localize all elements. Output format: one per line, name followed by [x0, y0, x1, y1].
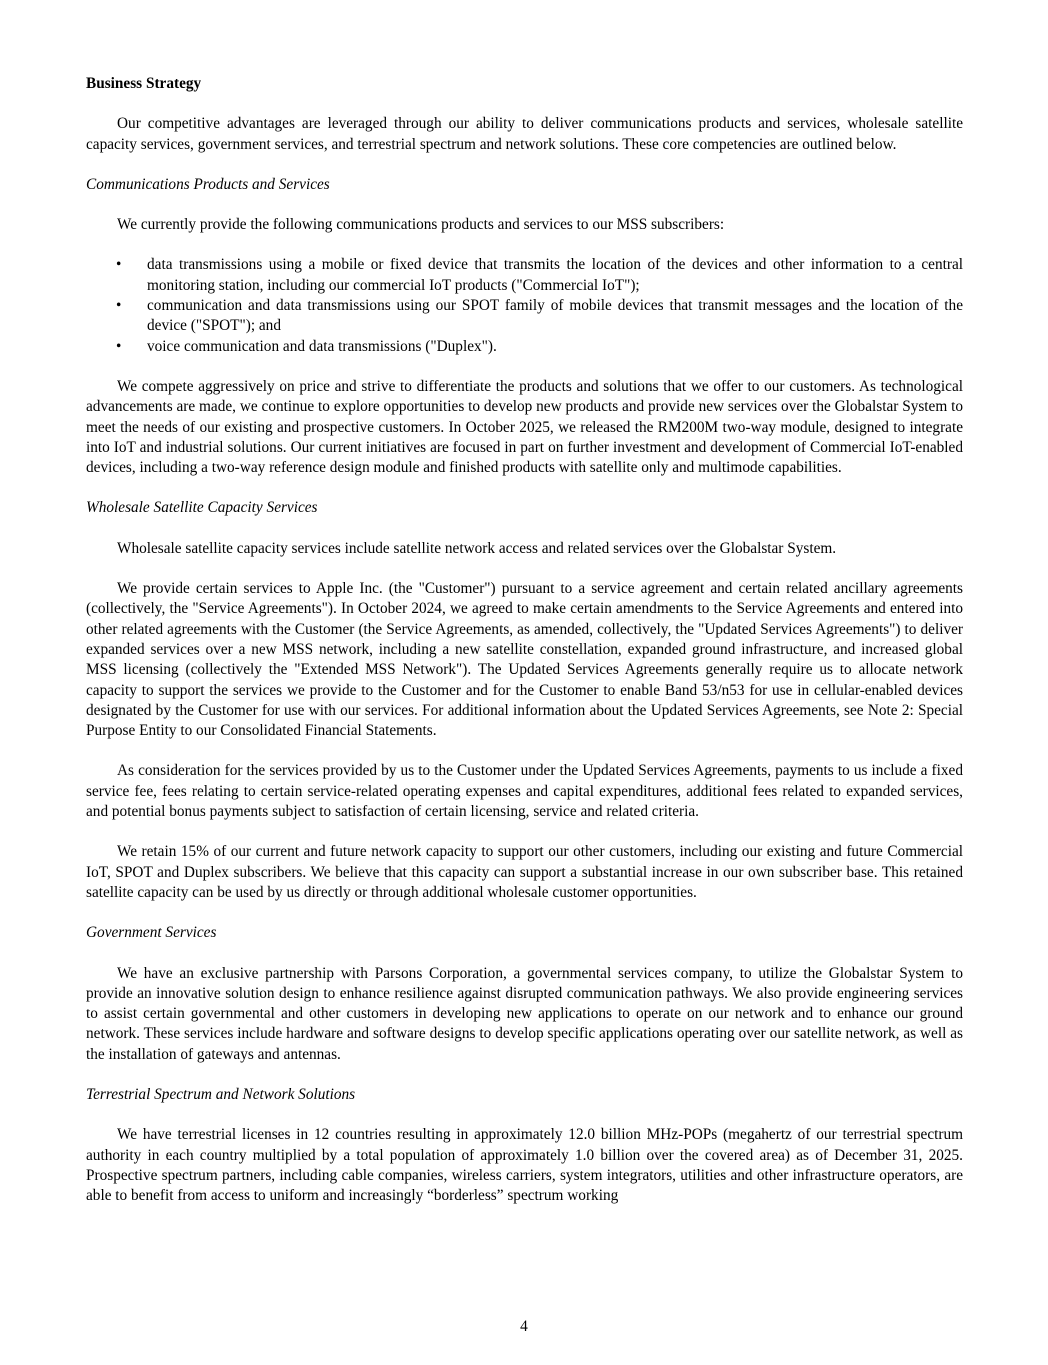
document-page: [86, 74, 963, 1206]
bullet-icon: •: [116, 337, 122, 355]
list-item: • voice communication and data transmissions ("Duplex").: [86, 337, 963, 357]
list-item: • communication and data transmissions using our SPOT family of mobile devices that transmit messages and the location of the device ("SPOT"); and: [116, 297, 963, 335]
section-heading: Business Strategy: [86, 75, 202, 92]
comm-subheading: Communications Products and Services: [86, 175, 330, 193]
page-number: 4: [520, 1318, 528, 1335]
bullet-icon: •: [116, 297, 122, 315]
wholesale-paragraph-1: Wholesale satellite capacity services include satellite network access and related services over the Globalstar System.: [117, 539, 837, 557]
intro-paragraph: Our competitive advantages are leveraged through our ability to deliver communications products and services, wholesale satellite capacity services, government services, and terrestrial spectrum and network solutions. These core competencies are outlined below.: [86, 115, 963, 153]
government-subheading: Government Services: [86, 924, 217, 942]
wholesale-paragraph-3: As consideration for the services provided by us to the Customer under the Updated Services Agreements, payments to us include a fixed service fee, fees relating to certain service-related operating expenses and capital expenditures, additional fees related to expanded services, and potential bonus payments subject to satisfaction of certain licensing, service and related criteria.: [86, 762, 963, 821]
comm-paragraph: We compete aggressively on price and strive to differentiate the products and solutions that we offer to our customers. As technological advancements are made, we continue to explore opportunities to develop new products and provide new services over the Globalstar System to meet the needs of our existing and prospective customers. In October 2025, we released the RM200M two-way module, designed to integrate into IoT and industrial solutions. Our current initiatives are focused in part on further investment and development of Commercial IoT-enabled devices, including a two-way reference design module and finished products with satellite only and multimode capabilities.: [86, 377, 963, 477]
bullet-icon: •: [116, 256, 122, 274]
wholesale-paragraph-4: We retain 15% of our current and future network capacity to support our other customers, including our existing and future Commercial IoT, SPOT and Duplex subscribers. We believe that this capacity can support a substantial increase in our own subscriber base. This retained satellite capacity can be used by us directly or through additional wholesale customer opportunities.: [86, 843, 963, 901]
comm-lead-paragraph: We currently provide the following communications products and services to our MSS subscribers:: [117, 216, 725, 234]
comm-bullet-list: [86, 255, 963, 356]
terrestrial-subheading: Terrestrial Spectrum and Network Solutions: [86, 1085, 356, 1103]
government-paragraph: We have an exclusive partnership with Parsons Corporation, a governmental services company, to utilize the Globalstar System to provide an innovative solution design to enhance resilience against disrupted communication pathways. We also provide engineering services to assist certain governmental and other customers in developing new applications to operate on our network and to enhance our ground network. These services include hardware and software designs to develop specific applications operating over our satellite network, as well as the installation of gateways and antennas.: [86, 964, 963, 1063]
wholesale-subheading: Wholesale Satellite Capacity Services: [86, 499, 318, 517]
terrestrial-paragraph: We have terrestrial licenses in 12 countries resulting in approximately 12.0 billion MHz-POPs (megahertz of our terrestrial spectrum authority in each country multiplied by a total population of approximately 1.0 billion over the covered area) as of December 31, 2025. Prospective spectrum partners, including cable companies, wireless carriers, system integrators, utilities and other infrastructure operators, are able to benefit from access to uniform and increasingly “borderless” spectrum working: [86, 1126, 963, 1205]
wholesale-paragraph-2: We provide certain services to Apple Inc. (the "Customer") pursuant to a service agreement and certain related ancillary agreements (collectively, the "Service Agreements"). In October 2024, we agreed to make certain amendments to the Service Agreements and entered into other related agreements with the Customer (the Service Agreements, as amended, collectively, the "Updated Services Agreements") to deliver expanded services over a new MSS network, including a new satellite constellation, expanded ground infrastructure, and increased global MSS licensing (collectively the "Extended MSS Network"). The Updated Services Agreements generally require us to allocate network capacity to support the services we provide to the Customer and for the Customer to enable Band 53/n53 for use in cellular-enabled devices designated by the Customer for use with our services. For additional information about the Updated Services Agreements, see Note 2: Special Purpose Entity to our Consolidated Financial Statements.: [86, 580, 963, 740]
list-item: • data transmissions using a mobile or fixed device that transmits the location of the devices and other information to a central monitoring station, including our commercial IoT products ("Commercial IoT");: [116, 256, 963, 294]
